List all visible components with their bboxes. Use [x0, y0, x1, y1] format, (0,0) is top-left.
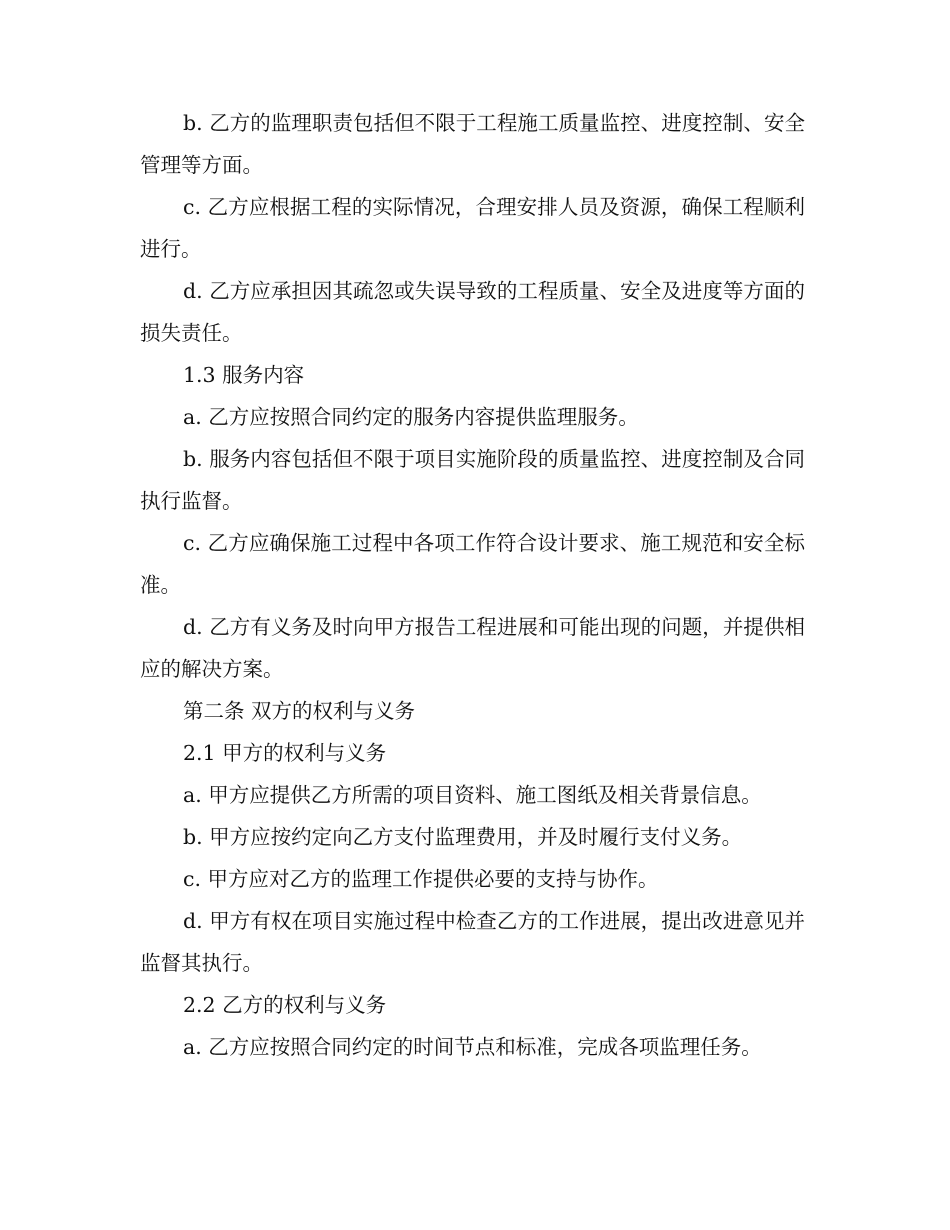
paragraph-1d-loss-liability: d. 乙方应承担因其疏忽或失误导致的工程质量、安全及进度等方面的损失责任。: [140, 279, 805, 345]
paragraph-2-1a: a. 甲方应提供乙方所需的项目资料、施工图纸及相关背景信息。: [183, 783, 762, 807]
heading-2-2-party-b: 2.2 乙方的权利与义务: [183, 993, 387, 1017]
paragraph-2-1b: b. 甲方应按约定向乙方支付监理费用，并及时履行支付义务。: [183, 825, 743, 849]
paragraph-1-3c: c. 乙方应确保施工过程中各项工作符合设计要求、施工规范和安全标准。: [140, 531, 805, 597]
heading-2-1-party-a: 2.1 甲方的权利与义务: [183, 741, 387, 765]
document-body: [140, 102, 805, 1068]
paragraph-1-3d: d. 乙方有义务及时向甲方报告工程进展和可能出现的问题，并提供相应的解决方案。: [140, 615, 805, 681]
paragraph-1-3a: a. 乙方应按照合同约定的服务内容提供监理服务。: [183, 405, 639, 429]
paragraph-2-2a: a. 乙方应按照合同约定的时间节点和标准，完成各项监理任务。: [183, 1035, 762, 1059]
paragraph-2-1c: c. 甲方应对乙方的监理工作提供必要的支持与协作。: [183, 867, 659, 891]
heading-1-3-service-content: 1.3 服务内容: [183, 363, 305, 387]
paragraph-1c-arrange-resources: c. 乙方应根据工程的实际情况，合理安排人员及资源，确保工程顺利进行。: [140, 195, 805, 261]
paragraph-1-3b: b. 服务内容包括但不限于项目实施阶段的质量监控、进度控制及合同执行监督。: [140, 447, 805, 513]
heading-article-2: 第二条 双方的权利与义务: [183, 699, 416, 723]
paragraph-2-1d: d. 甲方有权在项目实施过程中检查乙方的工作进展，提出改进意见并监督其执行。: [140, 909, 805, 975]
paragraph-1b-supervision-duties: b. 乙方的监理职责包括但不限于工程施工质量监控、进度控制、安全管理等方面。: [140, 111, 805, 177]
